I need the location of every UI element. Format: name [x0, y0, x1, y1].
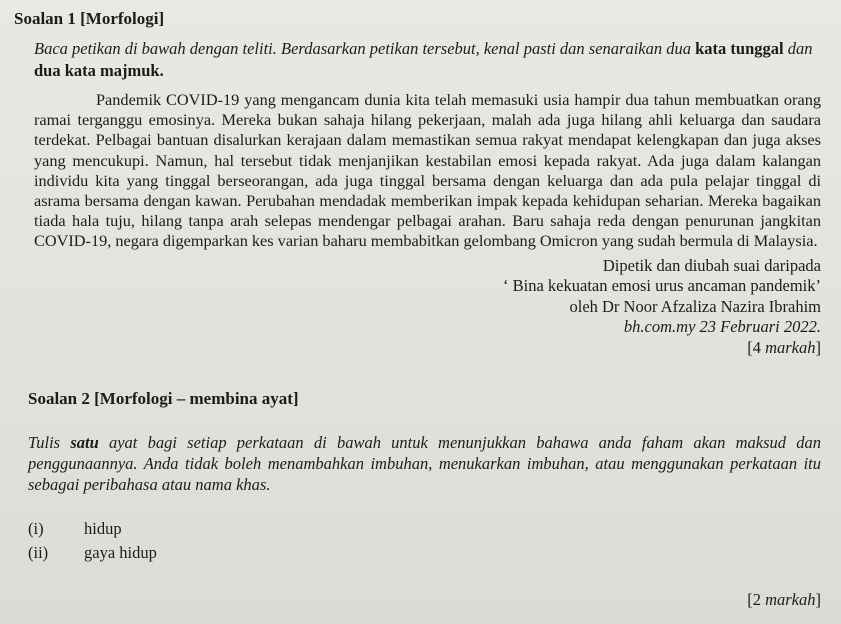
- question-1-heading: Soalan 1 [Morfologi]: [14, 9, 165, 28]
- question-2-heading: Soalan 2 [Morfologi – membina ayat]: [28, 388, 299, 408]
- marks-close: ]: [815, 590, 821, 609]
- instruction-emphasis-1: kata tunggal: [695, 39, 784, 58]
- list-item: [28, 541, 821, 565]
- question-2-marks: [747, 590, 821, 610]
- marks-count: [2: [747, 590, 766, 609]
- instruction-connector: dan: [787, 39, 813, 58]
- passage-source: [14, 256, 821, 338]
- marks-close: ]: [815, 337, 821, 357]
- source-title: ‘ Bina kekuatan emosi urus ancaman pandemik’: [503, 276, 821, 296]
- source-date: 23 Februari 2022.: [699, 317, 821, 337]
- item-word: hidup: [84, 518, 122, 538]
- marks-label: markah: [765, 337, 816, 357]
- passage-paragraph: Pandemik COVID-19 yang mengancam dunia kita telah memasuki usia hampir dua tahun membuatkan orang ramai terganggu emosinya. Mereka bukan sahaja hilang pekerjaan, malah ada juga hilang ahli keluarga dan saudara terdekat. Pelbagai bantuan disalurkan kerajaan dalam memastikan semua rakyat mendapat kelengkapan dan juga akses yang mencukupi. Namun, hal tersebut tidak menjanjikan kestabilan emosi kepada rakyat. Ada juga dalam kalangan individu kita yang tinggal berseorangan, ada juga tinggal bersama dengan keluarga dan ada pula pelajar tinggal di asrama bersama dengan kawan. Perubahan mendadak memberikan impak kepada kehidupan seharian. Mereka bagaikan tiada hala tuju, hilang tanpa arah selepas mendengar pelbagai arahan. Baru sahaja reda dengan penurunan jangkitan COVID-19, negara digemparkan kes varian baharu membabitkan gelombang Omicron yang sudah bermula di Malaysia.: [34, 90, 821, 251]
- marks-label: markah: [765, 590, 816, 609]
- source-note: Dipetik dan diubah suai daripada: [602, 255, 821, 275]
- question-1-instruction: [34, 38, 821, 82]
- marks-count: [4: [747, 337, 766, 357]
- list-item: [28, 517, 821, 541]
- source-author: oleh Dr Noor Afzaliza Nazira Ibrahim: [569, 296, 821, 316]
- reading-passage: [34, 90, 821, 252]
- item-number: (ii): [28, 542, 49, 562]
- source-publication: [14, 317, 821, 338]
- item-number: (i): [28, 518, 44, 538]
- question-2-items: [28, 517, 821, 565]
- question-1-marks: [14, 338, 821, 358]
- instruction-verb: Tulis: [28, 432, 61, 452]
- instruction-text: Baca petikan di bawah dengan teliti. Berdasarkan petikan tersebut, kenal pasti dan senaraikan dua: [34, 39, 691, 58]
- item-word: gaya hidup: [84, 542, 157, 562]
- question-2-instruction: [28, 432, 821, 495]
- source-site: bh.com.my: [623, 317, 696, 337]
- instruction-emphasis: satu: [70, 432, 99, 452]
- instruction-emphasis-2: dua kata majmuk.: [34, 61, 164, 80]
- instruction-text: ayat bagi setiap perkataan di bawah untuk menunjukkan bahawa anda faham akan maksud dan penggunaannya. Anda tidak boleh menambahkan imbuhan, menukarkan imbuhan, atau menggunakan perkataan itu sebagai peribahasa atau nama khas.: [28, 432, 822, 494]
